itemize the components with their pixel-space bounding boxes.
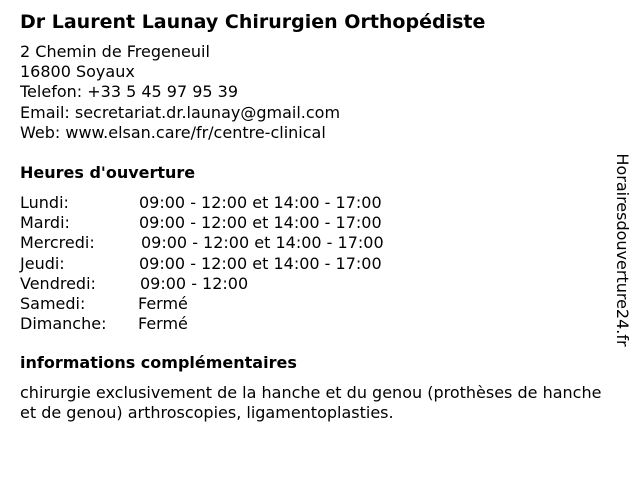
info-heading: informations complémentaires: [20, 353, 297, 372]
day-hours: Fermé: [138, 293, 188, 313]
phone-line: Telefon: +33 5 45 97 95 39: [20, 82, 239, 102]
address-city: 16800 Soyaux: [20, 62, 135, 82]
day-label: Lundi:: [20, 193, 69, 212]
site-watermark: Horairesdouverture24.fr: [613, 153, 632, 347]
day-label: Vendredi:: [20, 273, 96, 293]
day-hours: 09:00 - 12:00 et 14:00 - 17:00: [139, 213, 382, 233]
day-label: Samedi:: [20, 293, 86, 313]
day-hours: 09:00 - 12:00: [140, 273, 249, 293]
page-title: Dr Laurent Launay Chirurgien Orthopédiste: [20, 11, 486, 33]
day-hours: 09:00 - 12:00 et 14:00 - 17:00: [141, 233, 384, 253]
day-hours: Fermé: [138, 314, 188, 334]
hours-heading: Heures d'ouverture: [20, 163, 196, 182]
contact-block: [20, 42, 340, 143]
web-line: Web: www.elsan.care/fr/centre-clinical: [20, 122, 326, 142]
day-label: Mardi:: [20, 213, 70, 233]
info-text: chirurgie exclusivement de la hanche et du genou (prothèses de hanche et de genou) arthroscopies, ligamentoplasties.: [20, 383, 602, 423]
day-label: Jeudi:: [20, 253, 65, 273]
email-line: Email: secretariat.dr.launay@gmail.com: [20, 102, 341, 122]
day-hours: 09:00 - 12:00 et 14:00 - 17:00: [139, 253, 382, 273]
address-street: 2 Chemin de Fregeneuil: [20, 42, 210, 61]
day-hours: 09:00 - 12:00 et 14:00 - 17:00: [139, 193, 382, 212]
day-label: Mercredi:: [20, 233, 95, 253]
day-label: Dimanche:: [20, 314, 107, 334]
